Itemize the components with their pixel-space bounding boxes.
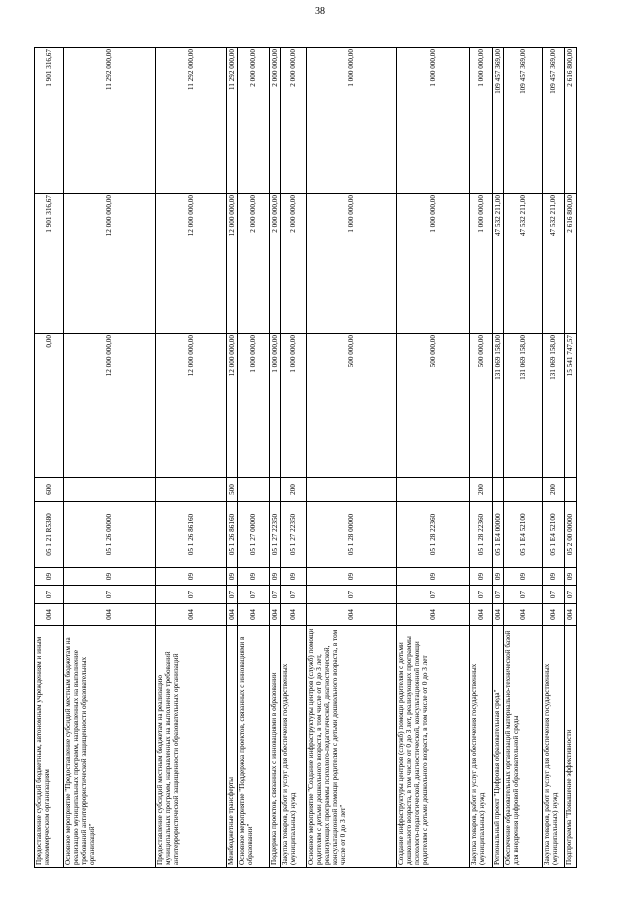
row-name: Основное мероприятие "Предоставление субсидий местным бюджетам на реализацию муниципальных программ, направленных на выполнение требований антитеррористической защищенности образовательных организаций" bbox=[64, 626, 156, 868]
table-row bbox=[35, 48, 64, 868]
row-amount-2: 1 000 000,00 bbox=[397, 194, 470, 334]
row-gr: 004 bbox=[493, 604, 504, 626]
row-pr: 09 bbox=[565, 568, 577, 586]
row-csr: 05 1 27 22350 bbox=[281, 502, 307, 568]
row-csr: 05 1 28 22360 bbox=[397, 502, 470, 568]
row-amount-2: 2 000 000,00 bbox=[270, 194, 281, 334]
row-amount-3: 2 000 000,00 bbox=[238, 48, 270, 194]
row-rz: 07 bbox=[64, 586, 156, 604]
row-rz: 07 bbox=[227, 586, 238, 604]
row-vr bbox=[307, 478, 397, 502]
row-pr: 09 bbox=[543, 568, 565, 586]
table-row bbox=[64, 48, 156, 868]
row-csr: 05 1 28 22360 bbox=[470, 502, 493, 568]
row-vr bbox=[156, 478, 227, 502]
row-gr: 004 bbox=[270, 604, 281, 626]
row-amount-2: 2 000 000,00 bbox=[281, 194, 307, 334]
row-pr: 09 bbox=[270, 568, 281, 586]
table-row bbox=[238, 48, 270, 868]
row-name: Основное мероприятие "Поддержка проектов, связанных с инновациями в образовании" bbox=[238, 626, 270, 868]
row-name: Основное мероприятие "Создание инфраструктуры центров (служб) помощи родителям с детьми дошкольного возраста, в том числе от 0 до 3 лет, реализующих программы психолого-педагогической, диагностической, консультационной помощи родителям с детьми дошкольного возраста, в том числе от 0 до 3 лет" bbox=[307, 626, 397, 868]
row-pr: 09 bbox=[64, 568, 156, 586]
row-amount-2: 2 000 000,00 bbox=[238, 194, 270, 334]
row-gr: 004 bbox=[307, 604, 397, 626]
row-name: Закупка товаров, работ и услуг для обеспечения государственных (муниципальных) нужд bbox=[470, 626, 493, 868]
table-row bbox=[543, 48, 565, 868]
row-amount-2: 12 000 000,00 bbox=[64, 194, 156, 334]
row-pr: 09 bbox=[307, 568, 397, 586]
row-amount-1: 1 000 000,00 bbox=[281, 334, 307, 478]
row-amount-3: 2 000 000,00 bbox=[281, 48, 307, 194]
row-vr: 200 bbox=[470, 478, 493, 502]
row-name: Поддержка проектов, связанных с инновациями в образовании bbox=[270, 626, 281, 868]
row-gr: 004 bbox=[543, 604, 565, 626]
row-pr: 09 bbox=[281, 568, 307, 586]
table-row bbox=[281, 48, 307, 868]
row-name: Обеспечение образовательных организаций материально-технической базой для внедрения цифровой образовательной среды bbox=[504, 626, 543, 868]
row-gr: 004 bbox=[156, 604, 227, 626]
row-vr: 200 bbox=[543, 478, 565, 502]
row-amount-2: 47 532 211,00 bbox=[493, 194, 504, 334]
row-amount-1: 131 069 158,00 bbox=[493, 334, 504, 478]
row-amount-1: 12 000 000,00 bbox=[64, 334, 156, 478]
row-name: Предоставление субсидий бюджетным, автономным учреждениям и иным некоммерческим организациям bbox=[35, 626, 64, 868]
row-amount-3: 11 292 000,00 bbox=[64, 48, 156, 194]
row-rz: 07 bbox=[470, 586, 493, 604]
table-row bbox=[493, 48, 504, 868]
table-row bbox=[470, 48, 493, 868]
row-vr bbox=[64, 478, 156, 502]
row-amount-3: 1 000 000,00 bbox=[307, 48, 397, 194]
row-gr: 004 bbox=[35, 604, 64, 626]
row-name: Закупка товаров, работ и услуг для обеспечения государственных (муниципальных) нужд bbox=[281, 626, 307, 868]
row-rz: 07 bbox=[493, 586, 504, 604]
row-amount-1: 12 000 000,00 bbox=[227, 334, 238, 478]
row-amount-3: 109 457 369,00 bbox=[493, 48, 504, 194]
row-name: Предоставление субсидий местным бюджетам на реализацию муниципальных программ, направленных на выполнение требований антитеррористической защищенности образовательных организаций bbox=[156, 626, 227, 868]
budget-table-container bbox=[34, 48, 606, 868]
row-amount-3: 2 616 800,00 bbox=[565, 48, 577, 194]
row-amount-1: 500 000,00 bbox=[470, 334, 493, 478]
row-rz: 07 bbox=[35, 586, 64, 604]
row-pr: 09 bbox=[397, 568, 470, 586]
row-amount-2: 12 000 000,00 bbox=[227, 194, 238, 334]
page-number: 38 bbox=[315, 6, 325, 17]
row-pr: 09 bbox=[227, 568, 238, 586]
row-csr: 05 1 26 00000 bbox=[64, 502, 156, 568]
row-rz: 07 bbox=[565, 586, 577, 604]
row-amount-3: 1 000 000,00 bbox=[397, 48, 470, 194]
row-gr: 004 bbox=[397, 604, 470, 626]
row-amount-3: 11 292 000,00 bbox=[227, 48, 238, 194]
row-pr: 09 bbox=[238, 568, 270, 586]
table-row bbox=[307, 48, 397, 868]
row-amount-1: 0,00 bbox=[35, 334, 64, 478]
row-amount-3: 109 457 369,00 bbox=[504, 48, 543, 194]
row-vr: 600 bbox=[35, 478, 64, 502]
row-pr: 09 bbox=[504, 568, 543, 586]
budget-table bbox=[34, 47, 577, 868]
row-gr: 004 bbox=[504, 604, 543, 626]
row-csr: 05 1 E4 52100 bbox=[504, 502, 543, 568]
row-gr: 004 bbox=[227, 604, 238, 626]
row-rz: 07 bbox=[238, 586, 270, 604]
row-csr: 05 1 26 86160 bbox=[227, 502, 238, 568]
row-vr bbox=[270, 478, 281, 502]
row-rz: 07 bbox=[270, 586, 281, 604]
table-row bbox=[156, 48, 227, 868]
row-rz: 07 bbox=[504, 586, 543, 604]
row-amount-3: 1 000 000,00 bbox=[470, 48, 493, 194]
row-csr: 05 1 E4 00000 bbox=[493, 502, 504, 568]
row-amount-2: 1 000 000,00 bbox=[470, 194, 493, 334]
row-amount-3: 109 457 369,00 bbox=[543, 48, 565, 194]
row-gr: 004 bbox=[238, 604, 270, 626]
row-csr: 05 1 27 00000 bbox=[238, 502, 270, 568]
row-name: Закупка товаров, работ и услуг для обеспечения государственных (муниципальных) нужд bbox=[543, 626, 565, 868]
row-amount-2: 47 532 211,00 bbox=[504, 194, 543, 334]
row-rz: 07 bbox=[307, 586, 397, 604]
row-amount-1: 1 000 000,00 bbox=[238, 334, 270, 478]
row-amount-2: 47 532 211,00 bbox=[543, 194, 565, 334]
row-amount-1: 131 069 158,00 bbox=[543, 334, 565, 478]
row-amount-2: 1 000 000,00 bbox=[307, 194, 397, 334]
row-gr: 004 bbox=[565, 604, 577, 626]
row-name: Подпрограмма "Повышение эффективности bbox=[565, 626, 577, 868]
row-amount-1: 15 541 747,57 bbox=[565, 334, 577, 478]
row-rz: 07 bbox=[543, 586, 565, 604]
row-pr: 09 bbox=[156, 568, 227, 586]
row-vr bbox=[493, 478, 504, 502]
row-vr bbox=[504, 478, 543, 502]
row-pr: 09 bbox=[470, 568, 493, 586]
row-gr: 004 bbox=[470, 604, 493, 626]
row-amount-3: 11 292 000,00 bbox=[156, 48, 227, 194]
row-rz: 07 bbox=[281, 586, 307, 604]
row-vr bbox=[397, 478, 470, 502]
row-rz: 07 bbox=[397, 586, 470, 604]
row-name: Создание инфраструктуры центров (служб) помощи родителям с детьми дошкольного возраста, в том числе от 0 до 3 лет, реализующих программы психолого-педагогической, диагностической, консультационной помощи родителям с детьми дошкольного возраста, в том числе от 0 до 3 лет bbox=[397, 626, 470, 868]
row-amount-2: 12 000 000,00 bbox=[156, 194, 227, 334]
row-csr: 05 1 28 00000 bbox=[307, 502, 397, 568]
row-gr: 004 bbox=[64, 604, 156, 626]
row-amount-1: 131 069 158,00 bbox=[504, 334, 543, 478]
row-pr: 09 bbox=[493, 568, 504, 586]
row-name: Региональный проект "Цифровая образовательная среда" bbox=[493, 626, 504, 868]
row-amount-3: 2 000 000,00 bbox=[270, 48, 281, 194]
table-row bbox=[397, 48, 470, 868]
table-row bbox=[565, 48, 577, 868]
row-csr: 05 1 E4 52100 bbox=[543, 502, 565, 568]
row-amount-1: 500 000,00 bbox=[307, 334, 397, 478]
row-csr: 05 1 21 R5380 bbox=[35, 502, 64, 568]
row-csr: 05 1 26 86160 bbox=[156, 502, 227, 568]
row-csr: 05 1 27 22350 bbox=[270, 502, 281, 568]
row-amount-2: 2 616 800,00 bbox=[565, 194, 577, 334]
row-amount-1: 1 000 000,00 bbox=[270, 334, 281, 478]
row-gr: 004 bbox=[281, 604, 307, 626]
row-csr: 05 2 00 00000 bbox=[565, 502, 577, 568]
row-amount-1: 12 000 000,00 bbox=[156, 334, 227, 478]
row-vr: 200 bbox=[281, 478, 307, 502]
table-row bbox=[270, 48, 281, 868]
row-amount-2: 1 901 316,67 bbox=[35, 194, 64, 334]
row-vr bbox=[565, 478, 577, 502]
table-row bbox=[227, 48, 238, 868]
table-row bbox=[504, 48, 543, 868]
row-vr bbox=[238, 478, 270, 502]
row-vr: 500 bbox=[227, 478, 238, 502]
row-pr: 09 bbox=[35, 568, 64, 586]
row-rz: 07 bbox=[156, 586, 227, 604]
row-amount-1: 500 000,00 bbox=[397, 334, 470, 478]
row-name: Межбюджетные трансферты bbox=[227, 626, 238, 868]
row-amount-3: 1 901 316,67 bbox=[35, 48, 64, 194]
